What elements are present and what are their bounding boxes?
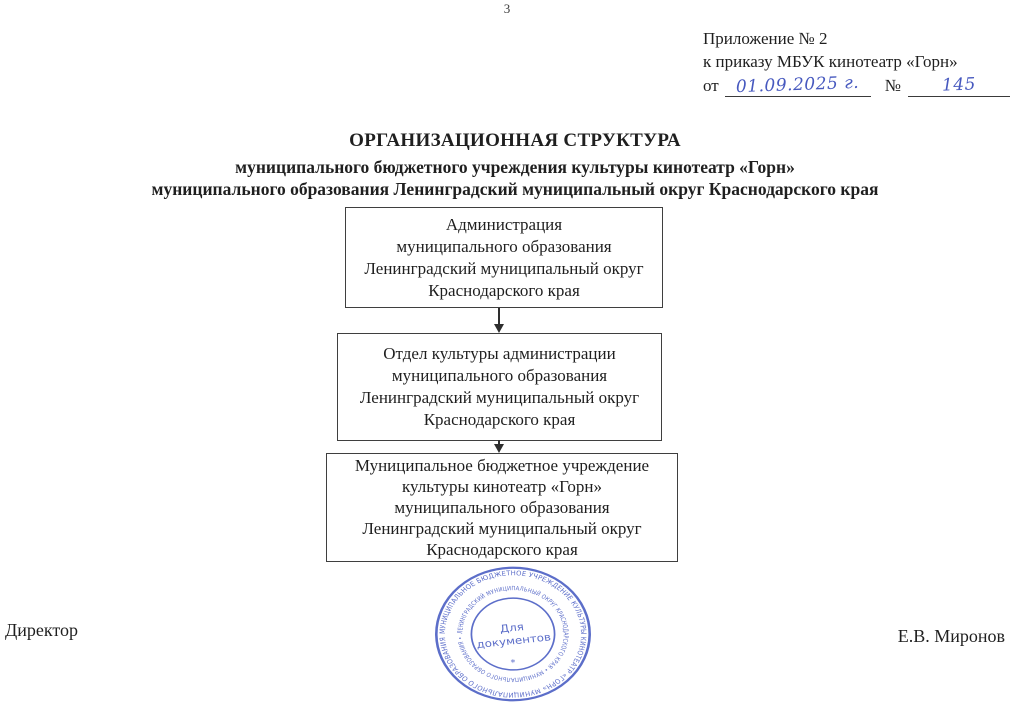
svg-text:Для: Для xyxy=(499,620,525,636)
document-title xyxy=(0,130,1024,200)
org-node-line: Муниципальное бюджетное учреждение xyxy=(354,456,650,475)
org-node-administration xyxy=(345,207,663,308)
signature-name: Е.В. Миронов xyxy=(897,626,1005,646)
org-node-line: Краснодарского края xyxy=(426,540,578,559)
org-node-institution xyxy=(326,453,678,562)
arrow-head-icon xyxy=(494,444,504,453)
org-node-line: муниципального образования xyxy=(391,366,608,385)
svg-text:документов: документов xyxy=(475,631,552,651)
date-underline xyxy=(725,74,871,97)
org-node-line: Краснодарского края xyxy=(428,280,580,300)
org-node-line: муниципального образования xyxy=(396,236,612,256)
title-line-3: муниципального образования Ленинградский муниципальный округ Краснодарского края xyxy=(151,179,879,199)
number-underline xyxy=(908,74,1010,97)
appendix-block xyxy=(703,27,1018,97)
appendix-line-1: Приложение № 2 xyxy=(703,29,828,48)
org-node-culture-department xyxy=(337,333,662,441)
stamp-outer-ring-text: МУНИЦИПАЛЬНОЕ БЮДЖЕТНОЕ УЧРЕЖДЕНИЕ КУЛЬТУРЫ КИНОТЕАТР «ГОРН» МУНИЦИПАЛЬНОГО ОБРАЗОВАНИЯ xyxy=(437,568,589,700)
page-number: 3 xyxy=(503,1,511,16)
official-stamp xyxy=(432,564,594,704)
title-line-1: ОРГАНИЗАЦИОННАЯ СТРУКТУРА xyxy=(349,130,681,151)
org-node-line: Краснодарского края xyxy=(423,410,576,429)
org-node-line: Ленинградский муниципальный округ xyxy=(364,258,644,278)
number-sign-label: № xyxy=(884,76,901,95)
org-node-line: Ленинградский муниципальный округ xyxy=(359,388,640,407)
stamp-bottom-mark: * xyxy=(510,659,516,669)
arrow-head-icon xyxy=(494,324,504,333)
order-date-number-row xyxy=(703,74,1018,97)
flow-arrow-culture-to-institution xyxy=(494,440,504,453)
date-handwritten: 01.09.2025 г. xyxy=(735,72,860,98)
org-node-line: культуры кинотеатр «Горн» xyxy=(401,477,603,496)
number-handwritten: 145 xyxy=(941,74,977,96)
flow-arrow-admin-to-culture xyxy=(494,308,504,333)
org-node-line: Администрация xyxy=(445,214,563,234)
org-node-line: Отдел культуры администрации xyxy=(383,344,616,363)
from-label: от xyxy=(703,76,719,95)
org-node-line: Ленинградский муниципальный округ xyxy=(362,519,642,538)
stamp-center-text xyxy=(474,618,552,651)
signature-role: Директор xyxy=(5,620,79,640)
arrow-shaft xyxy=(498,308,500,324)
title-line-2: муниципального бюджетного учреждения культуры кинотеатр «Горн» xyxy=(235,157,795,177)
org-node-line: муниципального образования xyxy=(394,498,610,517)
stamp-inner-ring-text: ЛЕНИНГРАДСКИЙ МУНИЦИПАЛЬНЫЙ ОКРУГ КРАСНОДАРСКОГО КРАЯ • МУНИЦИПАЛЬНОГО ОБРАЗОВАНИЯ • xyxy=(456,585,570,683)
appendix-line-2: к приказу МБУК кинотеатр «Горн» xyxy=(703,52,958,71)
